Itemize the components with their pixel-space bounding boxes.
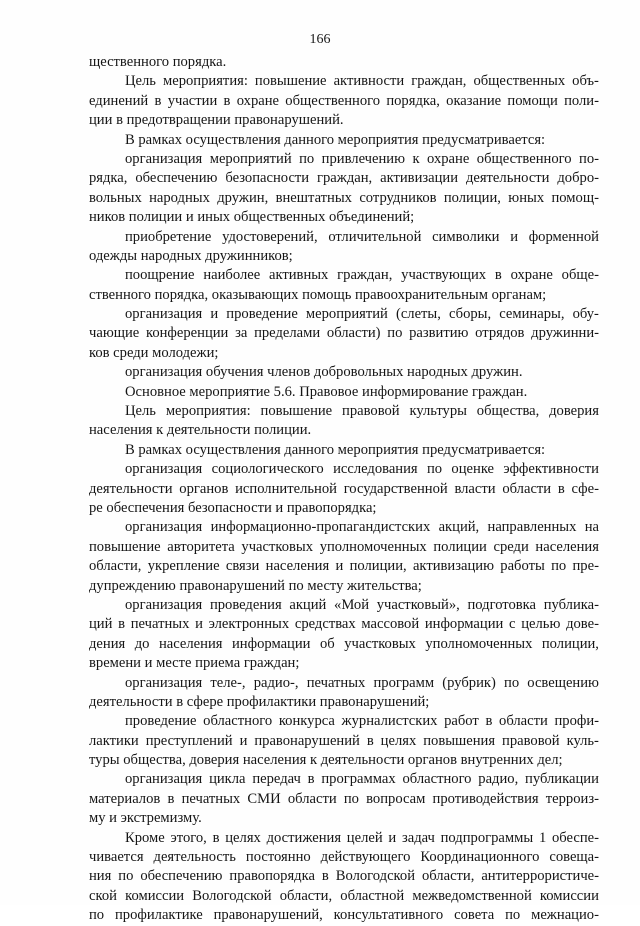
text-line: ников полиции и иных общественных объединений; [89, 209, 415, 226]
text-line: времени и месте приема граждан; [89, 655, 300, 672]
text-line: организация мероприятий по привлечению к охране общественного по- [125, 150, 599, 167]
text-line: организация обучения членов добровольных народных дружин. [125, 364, 523, 381]
text-line: дения до населения информации об участковых уполномоченных полиции, [89, 635, 599, 652]
text-line: рядка, обеспечению безопасности граждан, активизации деятельности добро- [89, 170, 599, 187]
text-line: чивается деятельность постоянно действующего Координационного совеща- [89, 849, 599, 866]
text-line: проведение областного конкурса журналистских работ в области профи- [125, 713, 599, 730]
text-line: ния по обеспечению правопорядка в Вологодской области, антитеррористиче- [89, 868, 599, 885]
text-line: поощрение наиболее активных граждан, участвующих в охране обще- [125, 267, 599, 284]
text-line: ской комиссии Вологодской области, областной межведомственной комиссии [89, 887, 599, 904]
text-line: Основное мероприятие 5.6. Правовое информирование граждан. [125, 383, 528, 400]
text-line: ций в печатных и электронных средствах массовой информации с целью дове- [89, 616, 599, 633]
text-line: В рамках осуществления данного мероприятия предусматривается: [125, 131, 546, 148]
text-line: чающие конференции за пределами области) по развитию отрядов дружинни- [89, 325, 599, 342]
text-line: одежды народных дружинников; [89, 247, 293, 264]
text-line: вольных народных дружин, внештатных сотрудников полиции, юных помощ- [89, 189, 599, 206]
text-line: материалов в печатных СМИ области по вопросам противодействия терроиз- [89, 790, 599, 807]
text-line: щественного порядка. [89, 54, 227, 70]
text-line: повышение авторитета участковых уполномоченных полиции среди населения [89, 538, 599, 555]
text-line: организация теле-, радио-, печатных программ (рубрик) по освещению [125, 674, 599, 691]
text-line: ции в предотвращении правонарушений. [89, 112, 344, 129]
text-line: деятельности органов исполнительной государственной власти области в сфе- [89, 480, 599, 497]
text-line: му и экстремизму. [89, 810, 202, 827]
text-line: населения к деятельности полиции. [89, 422, 312, 439]
text-line: организация и проведение мероприятий (слеты, сборы, семинары, обу- [125, 306, 599, 323]
text-line: области, укрепление связи населения и полиции, активизацию работы по пре- [89, 558, 599, 575]
text-line: лактики преступлений и правонарушений в целях повышения правовой куль- [89, 732, 599, 749]
text-line: организация социологического исследования по оценке эффективности [125, 461, 599, 478]
text-line: Цель мероприятия: повышение правовой культуры общества, доверия [125, 403, 599, 420]
text-line: Цель мероприятия: повышение активности граждан, общественных объ- [125, 73, 599, 90]
text-line: единений в участии в охране общественного порядка, оказание помощи поли- [89, 92, 599, 109]
text-line: ственного порядка, оказывающих помощь правоохранительным органам; [89, 286, 547, 303]
text-line: приобретение удостоверений, отличительной символики и форменной [125, 228, 599, 245]
text-line: туры общества, доверия населения к деятельности органов внутренних дел; [89, 752, 563, 769]
text-line: организация цикла передач в программах областного радио, публикации [125, 771, 599, 788]
text-line: В рамках осуществления данного мероприятия предусматривается: [125, 441, 546, 458]
page-number: 166 [309, 32, 331, 47]
text-line: ре обеспечения безопасности и правопорядка; [89, 499, 377, 516]
text-line: дупреждению правонарушений по месту жительства; [89, 577, 422, 594]
text-line: по профилактике правонарушений, консультативного совета по межнацио- [89, 907, 599, 924]
text-line: Кроме этого, в целях достижения целей и задач подпрограммы 1 обеспе- [125, 829, 599, 846]
body-text [89, 53, 599, 926]
text-line: организация проведения акций «Мой участковый», подготовка публика- [125, 596, 599, 613]
text-line: деятельности в сфере профилактики правонарушений; [89, 693, 430, 710]
text-line: организация информационно-пропагандистских акций, направленных на [125, 519, 599, 536]
text-line: ков среди молодежи; [89, 344, 219, 361]
